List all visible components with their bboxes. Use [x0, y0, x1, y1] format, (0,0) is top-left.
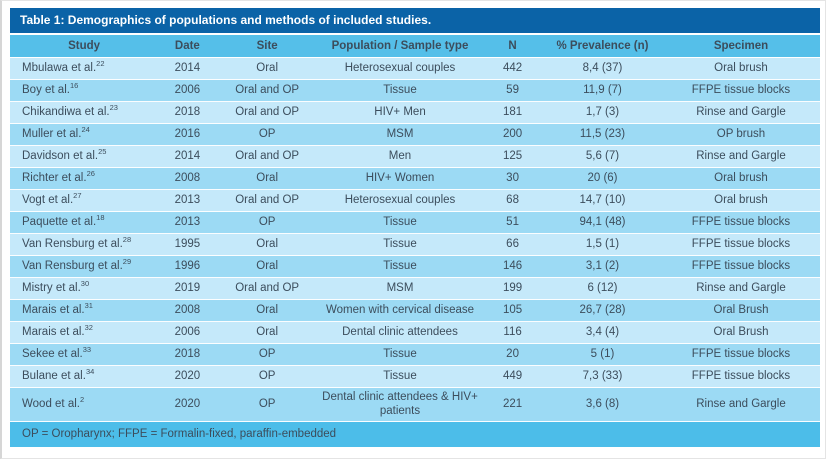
table-row: [10, 366, 820, 388]
citation-superscript: 31: [84, 301, 93, 311]
cell-date: 2020: [174, 370, 201, 383]
cell-specimen: FFPE tissue blocks: [691, 216, 791, 229]
cell-prevalence: 94,1 (48): [579, 216, 626, 229]
citation-superscript: 32: [84, 323, 93, 333]
cell-n: 200: [502, 128, 523, 141]
cell-specimen: Oral brush: [714, 194, 768, 207]
cell-study: Mistry et al.$^{30}$: [22, 279, 90, 295]
citation-superscript: 18: [96, 213, 105, 223]
cell-specimen: Rinse and Gargle: [696, 106, 786, 119]
cell-site: Oral: [256, 304, 279, 317]
cell-n: 68: [506, 194, 519, 207]
cell-population: Tissue: [383, 348, 417, 361]
table-row: [10, 168, 820, 190]
citation-superscript: 33: [82, 345, 92, 355]
citation-superscript: 23: [109, 103, 118, 113]
cell-study: Bulane et al.$^{34}$: [22, 367, 95, 383]
cell-study: Boy et al.$^{16}$: [22, 81, 79, 97]
cell-study: Paquette et al.$^{18}$: [22, 213, 105, 229]
cell-date: 2016: [174, 128, 201, 141]
cell-site: OP: [258, 370, 276, 383]
cell-population: Women with cervical disease: [325, 304, 475, 317]
citation-superscript: 30: [80, 279, 90, 289]
cell-population: MSM: [386, 128, 414, 141]
cell-population: MSM: [386, 282, 414, 295]
table-row: [10, 388, 820, 422]
citation-superscript: 28: [122, 235, 132, 245]
cell-site: Oral: [256, 326, 279, 339]
cell-site: Oral: [256, 172, 279, 185]
cell-population: Dental clinic attendees & HIV+ patients: [322, 391, 478, 418]
citation-superscript: 25: [98, 147, 107, 157]
citation-superscript: 24: [81, 125, 90, 135]
cell-specimen: Rinse and Gargle: [696, 150, 786, 163]
cell-study: Muller et al.$^{24}$: [22, 125, 90, 141]
cell-n: 449: [502, 370, 523, 383]
cell-prevalence: 3,6 (8): [585, 398, 620, 411]
cell-date: 2018: [174, 106, 201, 119]
cell-specimen: Oral Brush: [713, 304, 769, 317]
cell-specimen: Oral Brush: [713, 326, 769, 339]
cell-site: OP: [258, 216, 276, 229]
cell-population: Tissue: [383, 84, 417, 97]
cell-population: Heterosexual couples: [344, 62, 456, 75]
cell-population: HIV+ Women: [365, 172, 435, 185]
cell-site: Oral and OP: [235, 84, 300, 97]
table-row: [10, 344, 820, 366]
cell-specimen: Rinse and Gargle: [696, 282, 786, 295]
cell-date: 2018: [174, 348, 201, 361]
table-row: [10, 256, 820, 278]
citation-superscript: 26: [86, 169, 95, 179]
table-row: [10, 58, 820, 80]
table-row: [10, 80, 820, 102]
cell-population: Dental clinic attendees: [342, 326, 458, 339]
column-header-prevalence: % Prevalence (n): [556, 39, 649, 52]
cell-prevalence: 14,7 (10): [579, 194, 626, 207]
cell-study: Wood et al.$^2$: [22, 395, 85, 411]
cell-site: OP: [258, 128, 276, 141]
cell-n: 146: [502, 260, 523, 273]
cell-specimen: Oral brush: [714, 172, 768, 185]
table-row: [10, 234, 820, 256]
cell-prevalence: 5 (1): [590, 348, 615, 361]
cell-date: 2019: [174, 282, 201, 295]
column-header-site: Site: [256, 39, 278, 52]
cell-prevalence: 5,6 (7): [585, 150, 620, 163]
cell-population: Tissue: [383, 216, 417, 229]
cell-date: 2008: [174, 304, 201, 317]
cell-population: Heterosexual couples: [344, 194, 456, 207]
cell-specimen: FFPE tissue blocks: [691, 348, 791, 361]
cell-n: 125: [502, 150, 523, 163]
cell-study: Chikandiwa et al.$^{23}$: [22, 103, 118, 119]
cell-site: OP: [258, 398, 276, 411]
cell-study: Sekee et al.$^{33}$: [22, 345, 92, 361]
cell-study: Mbulawa et al.$^{22}$: [22, 59, 105, 75]
cell-specimen: OP brush: [716, 128, 766, 141]
cell-prevalence: 6 (12): [587, 282, 618, 295]
table-row: [10, 300, 820, 322]
table-row: [10, 212, 820, 234]
cell-specimen: Oral brush: [714, 62, 768, 75]
cell-prevalence: 1,7 (3): [585, 106, 620, 119]
cell-date: 2014: [174, 150, 201, 163]
cell-study: Van Rensburg et al.$^{28}$: [22, 235, 132, 251]
column-header-specimen: Specimen: [713, 39, 769, 52]
cell-study: Davidson et al.$^{25}$: [22, 147, 107, 163]
cell-prevalence: 1,5 (1): [585, 238, 620, 251]
cell-site: Oral: [256, 62, 279, 75]
cell-study: Marais et al.$^{31}$: [22, 301, 93, 317]
cell-n: 181: [502, 106, 523, 119]
cell-site: Oral: [256, 260, 279, 273]
column-header-study: Study: [68, 39, 101, 52]
cell-date: 2008: [174, 172, 201, 185]
column-header-date: Date: [174, 39, 200, 52]
citation-superscript: 16: [69, 81, 79, 91]
cell-prevalence: 20 (6): [587, 172, 618, 185]
cell-site: Oral and OP: [235, 106, 300, 119]
cell-prevalence: 11,9 (7): [583, 84, 622, 97]
cell-site: Oral: [256, 238, 279, 251]
cell-n: 116: [503, 326, 522, 339]
cell-study: Richter et al.$^{26}$: [22, 169, 95, 185]
table-row: [10, 124, 820, 146]
cell-prevalence: 7,3 (33): [582, 370, 623, 383]
citation-superscript: 2: [79, 395, 85, 405]
table-title: Table 1: Demographics of populations and methods of included studies.: [10, 8, 820, 33]
cell-specimen: FFPE tissue blocks: [691, 260, 791, 273]
cell-specimen: FFPE tissue blocks: [691, 84, 791, 97]
cell-prevalence: 11,5 (23): [579, 128, 626, 141]
cell-population: HIV+ Men: [374, 106, 426, 119]
cell-specimen: FFPE tissue blocks: [691, 238, 791, 251]
column-header-n: N: [508, 39, 517, 52]
cell-n: 105: [502, 304, 523, 317]
citation-superscript: 29: [122, 257, 132, 267]
citation-superscript: 27: [73, 191, 82, 201]
cell-site: Oral and OP: [235, 282, 300, 295]
citation-superscript: 22: [96, 59, 105, 69]
cell-prevalence: 3,1 (2): [585, 260, 620, 273]
table-row: [10, 278, 820, 300]
column-header-population: Population / Sample type: [331, 39, 469, 52]
table-row: [10, 190, 820, 212]
cell-study: Vogt et al.$^{27}$: [22, 191, 82, 207]
cell-prevalence: 26,7 (28): [579, 304, 626, 317]
table-body: [10, 58, 820, 422]
table-footnote: OP = Oropharynx; FFPE = Formalin-fixed, paraffin-embedded: [10, 422, 820, 447]
cell-date: 2013: [174, 216, 201, 229]
cell-n: 59: [506, 84, 519, 97]
cell-date: 2006: [174, 326, 201, 339]
demographics-table: [10, 8, 820, 447]
cell-date: 2014: [174, 62, 201, 75]
cell-date: 1996: [174, 260, 201, 273]
cell-n: 20: [506, 348, 519, 361]
cell-date: 2020: [174, 398, 201, 411]
citation-superscript: 34: [85, 367, 95, 377]
cell-prevalence: 3,4 (4): [585, 326, 620, 339]
table-header-row: [10, 35, 820, 58]
cell-n: 51: [506, 216, 519, 229]
cell-site: OP: [258, 348, 276, 361]
cell-n: 30: [506, 172, 519, 185]
table-row: [10, 322, 820, 344]
cell-study: Marais et al.$^{32}$: [22, 323, 93, 339]
cell-n: 66: [506, 238, 519, 251]
cell-population: Tissue: [383, 238, 417, 251]
cell-study: Van Rensburg et al.$^{29}$: [22, 257, 132, 273]
cell-population: Tissue: [383, 260, 417, 273]
table-row: [10, 146, 820, 168]
cell-date: 2006: [174, 84, 201, 97]
cell-date: 1995: [174, 238, 201, 251]
cell-date: 2013: [174, 194, 201, 207]
cell-population: Men: [388, 150, 412, 163]
cell-n: 442: [502, 62, 523, 75]
cell-site: Oral and OP: [235, 194, 300, 207]
cell-population: Tissue: [383, 370, 417, 383]
table-row: [10, 102, 820, 124]
cell-prevalence: 8,4 (37): [582, 62, 623, 75]
cell-specimen: Rinse and Gargle: [696, 398, 786, 411]
cell-specimen: FFPE tissue blocks: [691, 370, 791, 383]
cell-site: Oral and OP: [235, 150, 300, 163]
cell-n: 199: [502, 282, 523, 295]
cell-n: 221: [502, 398, 523, 411]
